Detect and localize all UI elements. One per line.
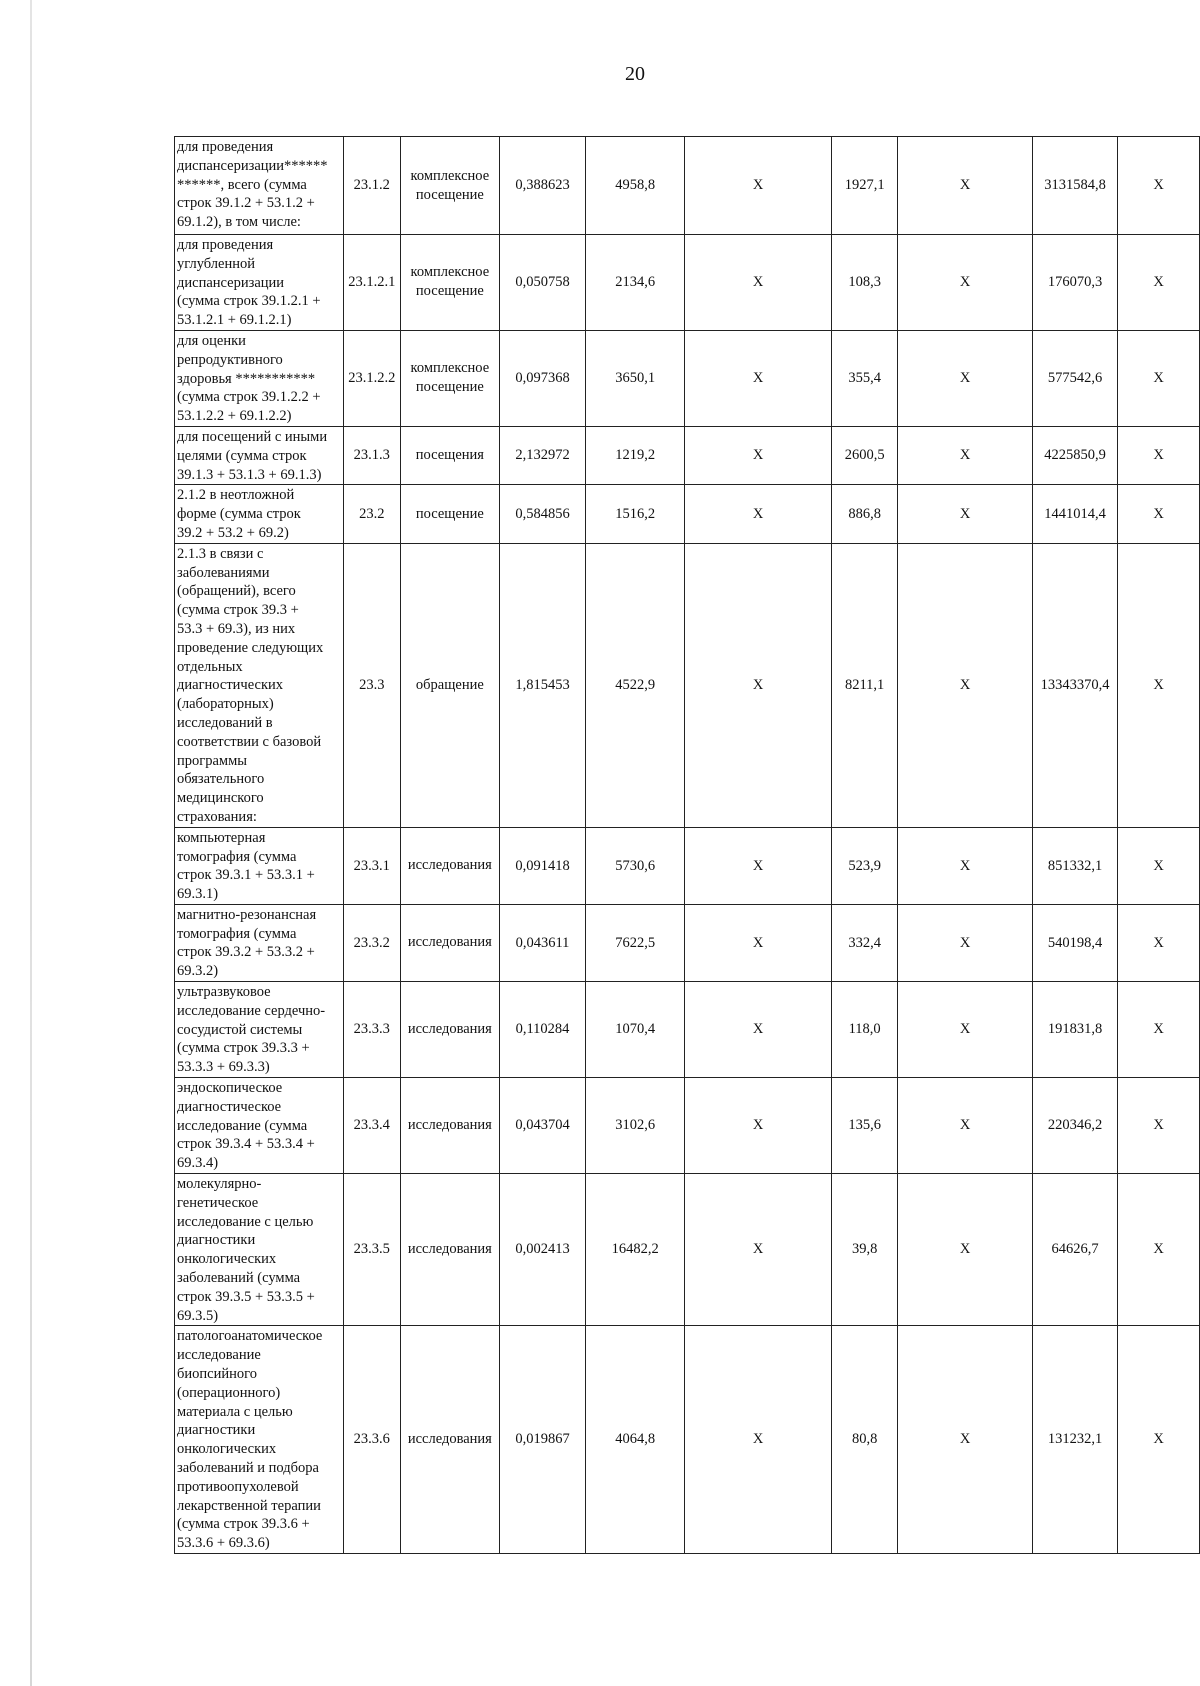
row-x-mark: Х <box>1118 330 1200 426</box>
row-description: патологоанатомическое исследование биопсийного (операционного) материала с целью диагностики онкологических заболеваний и подбора противоопухолевой лекарственной терапии (сумма строк 39.3.6 + 53.3.6 + 69.3.6) <box>175 1326 344 1554</box>
row-code: 23.3.6 <box>343 1326 400 1554</box>
row-total: 131232,1 <box>1032 1326 1117 1554</box>
table-row <box>175 1078 1200 1174</box>
row-cost: 2134,6 <box>586 235 685 331</box>
row-description: для проведения диспансеризации****** ******, всего (сумма строк 39.1.2 + 53.1.2 + 69.1.2), в том числе: <box>175 137 344 235</box>
row-x-mark: Х <box>898 137 1033 235</box>
row-total: 3131584,8 <box>1032 137 1117 235</box>
row-total: 176070,3 <box>1032 235 1117 331</box>
row-unit: посещение <box>400 485 499 543</box>
row-code: 23.1.2.1 <box>343 235 400 331</box>
row-per-capita: 135,6 <box>831 1078 897 1174</box>
row-x-mark: Х <box>898 485 1033 543</box>
row-code: 23.3.1 <box>343 827 400 904</box>
row-total: 540198,4 <box>1032 904 1117 981</box>
row-per-capita: 523,9 <box>831 827 897 904</box>
table-row <box>175 235 1200 331</box>
row-code: 23.3.2 <box>343 904 400 981</box>
row-description: для проведения углубленной диспансеризации (сумма строк 39.1.2.1 + 53.1.2.1 + 69.1.2.1) <box>175 235 344 331</box>
row-description: для посещений с иными целями (сумма строк 39.1.3 + 53.1.3 + 69.1.3) <box>175 426 344 484</box>
row-total: 851332,1 <box>1032 827 1117 904</box>
row-x-mark: Х <box>1118 827 1200 904</box>
row-x-mark: Х <box>898 330 1033 426</box>
row-per-capita: 39,8 <box>831 1174 897 1326</box>
row-x-mark: Х <box>685 485 832 543</box>
row-description: ультразвуковое исследование сердечно- сосудистой системы (сумма строк 39.3.3 + 53.3.3 + 69.3.3) <box>175 982 344 1078</box>
row-norm: 0,097368 <box>500 330 586 426</box>
row-x-mark: Х <box>685 827 832 904</box>
row-x-mark: Х <box>685 330 832 426</box>
row-x-mark: Х <box>898 982 1033 1078</box>
row-x-mark: Х <box>898 1174 1033 1326</box>
row-total: 4225850,9 <box>1032 426 1117 484</box>
row-unit: исследования <box>400 1078 499 1174</box>
row-per-capita: 2600,5 <box>831 426 897 484</box>
page-number: 20 <box>625 63 645 85</box>
row-x-mark: Х <box>898 426 1033 484</box>
row-norm: 0,584856 <box>500 485 586 543</box>
table-row <box>175 982 1200 1078</box>
table-row <box>175 904 1200 981</box>
table-row <box>175 330 1200 426</box>
row-x-mark: Х <box>898 1326 1033 1554</box>
table-body <box>175 137 1200 1554</box>
row-total: 577542,6 <box>1032 330 1117 426</box>
row-x-mark: Х <box>685 543 832 827</box>
row-x-mark: Х <box>898 235 1033 331</box>
row-x-mark: Х <box>1118 904 1200 981</box>
table-row <box>175 1326 1200 1554</box>
row-description: 2.1.3 в связи с заболеваниями (обращений), всего (сумма строк 39.3 + 53.3 + 69.3), из них проведение следующих отдельных диагностических (лабораторных) исследований в соответствии с базовой программы обязательного медицинского страхования: <box>175 543 344 827</box>
row-description: эндоскопическое диагностическое исследование (сумма строк 39.3.4 + 53.3.4 + 69.3.4) <box>175 1078 344 1174</box>
row-unit: комплексное посещение <box>400 330 499 426</box>
row-per-capita: 118,0 <box>831 982 897 1078</box>
row-cost: 4958,8 <box>586 137 685 235</box>
data-table <box>174 136 1200 1554</box>
row-total: 220346,2 <box>1032 1078 1117 1174</box>
scan-edge-artifact <box>30 0 32 1686</box>
row-description: 2.1.2 в неотложной форме (сумма строк 39.2 + 53.2 + 69.2) <box>175 485 344 543</box>
row-unit: комплексное посещение <box>400 235 499 331</box>
row-total: 64626,7 <box>1032 1174 1117 1326</box>
row-norm: 0,043611 <box>500 904 586 981</box>
row-unit: исследования <box>400 827 499 904</box>
row-x-mark: Х <box>685 137 832 235</box>
row-cost: 16482,2 <box>586 1174 685 1326</box>
table-row <box>175 1174 1200 1326</box>
row-norm: 0,091418 <box>500 827 586 904</box>
row-norm: 0,043704 <box>500 1078 586 1174</box>
row-description: молекулярно- генетическое исследование с целью диагностики онкологических заболеваний (сумма строк 39.3.5 + 53.3.5 + 69.3.5) <box>175 1174 344 1326</box>
row-unit: комплексное посещение <box>400 137 499 235</box>
row-unit: посещения <box>400 426 499 484</box>
row-x-mark: Х <box>898 1078 1033 1174</box>
row-per-capita: 80,8 <box>831 1326 897 1554</box>
row-x-mark: Х <box>1118 426 1200 484</box>
row-cost: 4522,9 <box>586 543 685 827</box>
row-total: 1441014,4 <box>1032 485 1117 543</box>
row-norm: 0,002413 <box>500 1174 586 1326</box>
row-x-mark: Х <box>685 904 832 981</box>
row-cost: 3650,1 <box>586 330 685 426</box>
row-cost: 1219,2 <box>586 426 685 484</box>
row-unit: исследования <box>400 904 499 981</box>
row-unit: обращение <box>400 543 499 827</box>
row-code: 23.2 <box>343 485 400 543</box>
row-cost: 1070,4 <box>586 982 685 1078</box>
row-x-mark: Х <box>685 1174 832 1326</box>
row-x-mark: Х <box>1118 235 1200 331</box>
row-x-mark: Х <box>898 543 1033 827</box>
row-cost: 4064,8 <box>586 1326 685 1554</box>
row-norm: 0,110284 <box>500 982 586 1078</box>
row-description: для оценки репродуктивного здоровья *********** (сумма строк 39.1.2.2 + 53.1.2.2 + 69.1.2.2) <box>175 330 344 426</box>
row-per-capita: 355,4 <box>831 330 897 426</box>
row-per-capita: 1927,1 <box>831 137 897 235</box>
row-description: компьютерная томография (сумма строк 39.3.1 + 53.3.1 + 69.3.1) <box>175 827 344 904</box>
row-x-mark: Х <box>685 982 832 1078</box>
row-description: магнитно-резонансная томография (сумма строк 39.3.2 + 53.3.2 + 69.3.2) <box>175 904 344 981</box>
row-x-mark: Х <box>1118 982 1200 1078</box>
row-code: 23.1.3 <box>343 426 400 484</box>
row-code: 23.3 <box>343 543 400 827</box>
row-code: 23.1.2.2 <box>343 330 400 426</box>
row-cost: 5730,6 <box>586 827 685 904</box>
row-unit: исследования <box>400 982 499 1078</box>
row-norm: 0,050758 <box>500 235 586 331</box>
row-code: 23.3.4 <box>343 1078 400 1174</box>
row-x-mark: Х <box>1118 543 1200 827</box>
row-per-capita: 8211,1 <box>831 543 897 827</box>
row-x-mark: Х <box>685 426 832 484</box>
row-code: 23.3.5 <box>343 1174 400 1326</box>
row-x-mark: Х <box>685 1326 832 1554</box>
row-per-capita: 886,8 <box>831 485 897 543</box>
row-cost: 7622,5 <box>586 904 685 981</box>
table-row <box>175 485 1200 543</box>
row-x-mark: Х <box>685 1078 832 1174</box>
row-code: 23.1.2 <box>343 137 400 235</box>
row-unit: исследования <box>400 1174 499 1326</box>
row-x-mark: Х <box>1118 1326 1200 1554</box>
row-x-mark: Х <box>685 235 832 331</box>
row-x-mark: Х <box>898 827 1033 904</box>
table-row <box>175 426 1200 484</box>
row-x-mark: Х <box>1118 137 1200 235</box>
table-row <box>175 827 1200 904</box>
row-x-mark: Х <box>1118 1174 1200 1326</box>
table-row <box>175 137 1200 235</box>
row-norm: 1,815453 <box>500 543 586 827</box>
row-cost: 3102,6 <box>586 1078 685 1174</box>
row-norm: 2,132972 <box>500 426 586 484</box>
row-norm: 0,388623 <box>500 137 586 235</box>
row-code: 23.3.3 <box>343 982 400 1078</box>
row-per-capita: 108,3 <box>831 235 897 331</box>
table-row <box>175 543 1200 827</box>
row-total: 191831,8 <box>1032 982 1117 1078</box>
row-unit: исследования <box>400 1326 499 1554</box>
row-x-mark: Х <box>1118 1078 1200 1174</box>
row-per-capita: 332,4 <box>831 904 897 981</box>
row-x-mark: Х <box>898 904 1033 981</box>
row-norm: 0,019867 <box>500 1326 586 1554</box>
row-cost: 1516,2 <box>586 485 685 543</box>
row-x-mark: Х <box>1118 485 1200 543</box>
row-total: 13343370,4 <box>1032 543 1117 827</box>
